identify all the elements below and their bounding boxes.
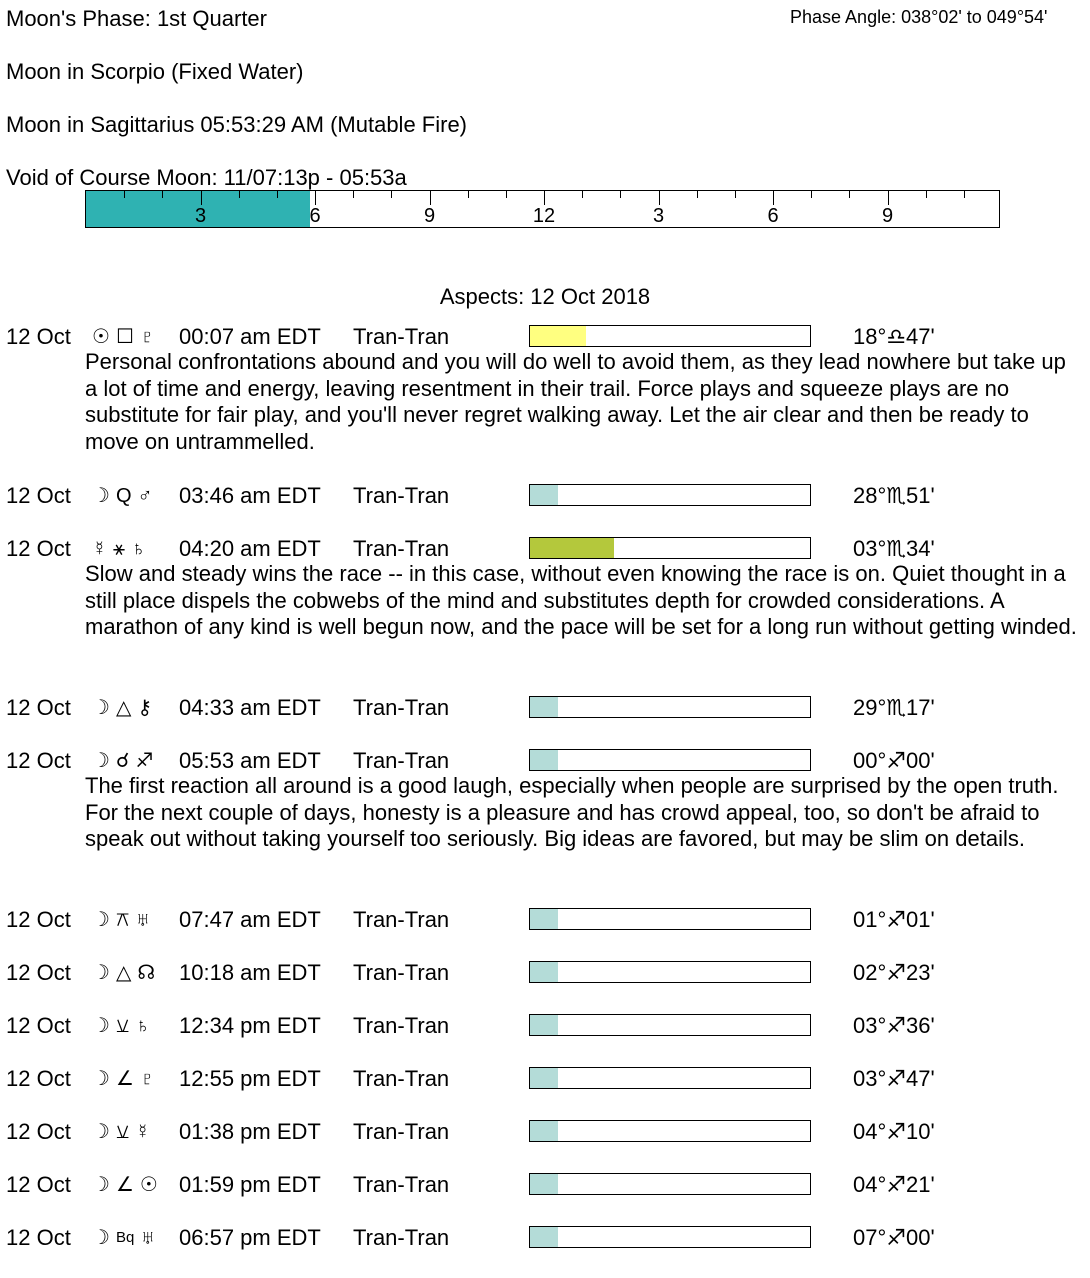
- aspects-heading: Aspects: 12 Oct 2018: [439, 284, 651, 309]
- strength-bar-fill: [530, 1068, 558, 1088]
- timeline-tick: [468, 191, 469, 198]
- aspect-glyphs: [92, 536, 174, 562]
- aspect-row: [0, 483, 1090, 509]
- moon-sign: Moon in Scorpio (Fixed Water): [6, 59, 304, 84]
- timeline-tick: [582, 191, 583, 198]
- aspect-type: Tran-Tran: [353, 536, 450, 561]
- aspect-position: 04°♐21': [853, 1172, 935, 1197]
- aspect-glyph-icon: ⚻: [115, 909, 130, 931]
- aspect-glyphs: [92, 1172, 174, 1198]
- timeline-tick: [620, 191, 621, 198]
- aspect-type: Tran-Tran: [353, 1066, 450, 1091]
- strength-bar: [529, 1226, 811, 1248]
- aspect-glyphs: [92, 695, 174, 721]
- strength-bar: [529, 1120, 811, 1142]
- aspect-type: Tran-Tran: [353, 1225, 450, 1250]
- strength-bar-fill: [530, 962, 558, 982]
- aspect-row: [0, 1119, 1090, 1145]
- planet-1-glyph-icon: ☽: [92, 1227, 110, 1249]
- timeline-tick: [277, 191, 278, 198]
- strength-bar: [529, 325, 811, 347]
- timeline-tick: [697, 191, 698, 198]
- aspect-date: 12 Oct: [6, 536, 71, 561]
- void-of-course-timeline: [85, 190, 1000, 228]
- planet-2-glyph-icon: ♅: [140, 1227, 156, 1249]
- aspect-glyphs: [92, 483, 174, 509]
- planet-1-glyph-icon: ☽: [92, 1121, 110, 1143]
- aspect-glyph-icon: △: [115, 962, 132, 984]
- timeline-tick: [659, 191, 660, 205]
- aspect-position: 18°♎47': [853, 324, 935, 349]
- aspect-time: 03:46 am EDT: [179, 483, 321, 508]
- aspect-row: [0, 960, 1090, 986]
- strength-bar: [529, 1014, 811, 1036]
- planet-1-glyph-icon: ☉: [92, 326, 110, 348]
- timeline-tick: [926, 191, 927, 198]
- aspect-row: [0, 536, 1090, 562]
- aspect-glyphs: [92, 1119, 174, 1145]
- strength-bar-fill: [530, 1227, 558, 1247]
- aspect-time: 12:55 pm EDT: [179, 1066, 321, 1091]
- aspect-date: 12 Oct: [6, 483, 71, 508]
- strength-bar-fill: [530, 697, 558, 717]
- strength-bar-fill: [530, 909, 558, 929]
- timeline-tick: [124, 191, 125, 198]
- aspect-glyphs: [92, 907, 174, 933]
- aspect-date: 12 Oct: [6, 907, 71, 932]
- strength-bar-fill: [530, 326, 586, 346]
- aspect-row: [0, 1225, 1090, 1251]
- planet-2-glyph-icon: ♂: [137, 485, 153, 507]
- timeline-tick: [162, 191, 163, 198]
- aspect-description: The first reaction all around is a good laugh, especially when people are surprised by the open truth. For the next couple of days, honesty is a pleasure and has crowd appeal, too, so don't be afraid to speak out without taking yourself too seriously. Big ideas are favored, but may be slim on details.: [85, 773, 1059, 851]
- strength-bar-fill: [530, 1174, 558, 1194]
- planet-1-glyph-icon: ☿: [92, 538, 107, 560]
- timeline-hour-label: 3: [652, 205, 665, 227]
- timeline-hour-label: 12: [532, 205, 556, 227]
- strength-bar-fill: [530, 1121, 558, 1141]
- phase-angle: Phase Angle: 038°02' to 049°54': [790, 7, 1048, 27]
- aspect-glyph-icon: ∠: [115, 1174, 134, 1196]
- aspect-date: 12 Oct: [6, 1225, 71, 1250]
- aspect-row: [0, 1172, 1090, 1198]
- aspect-glyph-icon: △: [115, 697, 132, 719]
- aspect-position: 03°♐36': [853, 1013, 935, 1038]
- aspect-glyph-icon: ☌: [115, 750, 130, 772]
- planet-2-glyph-icon: ♅: [135, 909, 151, 931]
- strength-bar: [529, 1067, 811, 1089]
- strength-bar-fill: [530, 485, 558, 505]
- strength-bar: [529, 1173, 811, 1195]
- aspect-glyphs: [92, 748, 174, 774]
- strength-bar: [529, 961, 811, 983]
- planet-2-glyph-icon: ♇: [139, 1068, 155, 1090]
- timeline-hour-label: 3: [194, 205, 207, 227]
- aspect-time: 07:47 am EDT: [179, 907, 321, 932]
- aspect-glyph-icon: Bq: [115, 1229, 135, 1246]
- aspect-type: Tran-Tran: [353, 907, 450, 932]
- aspect-date: 12 Oct: [6, 1013, 71, 1038]
- moon-phase: Moon's Phase: 1st Quarter: [6, 6, 267, 31]
- aspect-glyph-icon: ⚹: [113, 538, 125, 560]
- aspect-position: 03°♐47': [853, 1066, 935, 1091]
- strength-bar: [529, 484, 811, 506]
- aspect-position: 03°♏34': [853, 536, 935, 561]
- aspect-type: Tran-Tran: [353, 1172, 450, 1197]
- aspect-type: Tran-Tran: [353, 483, 450, 508]
- aspect-date: 12 Oct: [6, 1119, 71, 1144]
- planet-2-glyph-icon: ♐: [135, 750, 154, 772]
- planet-1-glyph-icon: ☽: [92, 1015, 110, 1037]
- planet-2-glyph-icon: ⚷: [137, 697, 152, 719]
- aspect-time: 04:33 am EDT: [179, 695, 321, 720]
- planet-2-glyph-icon: ♇: [139, 326, 155, 348]
- aspect-time: 05:53 am EDT: [179, 748, 321, 773]
- timeline-tick: [353, 191, 354, 198]
- timeline-hour-label: 9: [423, 205, 436, 227]
- aspect-description: Personal confrontations abound and you will do well to avoid them, as they lead nowhere but take up a lot of time and energy, leaving resentment in their trail. Force plays and squeeze plays are no substitute for fair play, and you'll never regret walking away. Let the air clear and then be ready to move on untrammelled.: [85, 349, 1066, 454]
- aspect-glyphs: [92, 1013, 174, 1039]
- strength-bar: [529, 749, 811, 771]
- aspect-position: 28°♏51': [853, 483, 935, 508]
- aspect-type: Tran-Tran: [353, 1119, 450, 1144]
- aspect-position: 04°♐10': [853, 1119, 935, 1144]
- aspect-row: [0, 907, 1090, 933]
- planet-1-glyph-icon: ☽: [92, 485, 110, 507]
- aspect-time: 01:59 pm EDT: [179, 1172, 321, 1197]
- planet-2-glyph-icon: ☉: [139, 1174, 158, 1196]
- timeline-tick: [506, 191, 507, 198]
- aspect-type: Tran-Tran: [353, 748, 450, 773]
- timeline-tick: [201, 191, 202, 205]
- aspect-description: Slow and steady wins the race -- in this case, without even knowing the race is on. Quiet thought in a still place dispels the cobwebs of the mind and substitutes depth for crowded considerations. A marathon of any kind is well begun now, and the pace will be set for a long run without getting winded.: [85, 561, 1077, 639]
- aspect-date: 12 Oct: [6, 960, 71, 985]
- timeline-tick: [239, 191, 240, 198]
- aspect-type: Tran-Tran: [353, 1013, 450, 1038]
- aspect-glyphs: [92, 324, 174, 350]
- planet-1-glyph-icon: ☽: [92, 1174, 110, 1196]
- planet-1-glyph-icon: ☽: [92, 697, 110, 719]
- timeline-hour-label: 6: [767, 205, 779, 227]
- aspect-glyph-icon: ⚺: [115, 1121, 130, 1143]
- aspect-position: 01°♐01': [853, 907, 935, 932]
- aspect-position: 29°♏17': [853, 695, 935, 720]
- aspect-date: 12 Oct: [6, 1172, 71, 1197]
- timeline-tick: [811, 191, 812, 198]
- planet-2-glyph-icon: ♄: [131, 538, 146, 560]
- aspect-glyph-icon: ☐: [115, 326, 134, 348]
- timeline-tick: [773, 191, 774, 205]
- aspect-glyph-icon: Q: [115, 485, 132, 507]
- strength-bar-fill: [530, 750, 558, 770]
- aspect-time: 12:34 pm EDT: [179, 1013, 321, 1038]
- aspect-position: 07°♐00': [853, 1225, 935, 1250]
- void-of-course: Void of Course Moon: 11/07:13p - 05:53a: [6, 165, 407, 190]
- aspect-date: 12 Oct: [6, 1066, 71, 1091]
- timeline-tick: [391, 191, 392, 198]
- timeline-tick: [430, 191, 431, 205]
- timeline-tick: [849, 191, 850, 198]
- planet-2-glyph-icon: ☿: [135, 1121, 151, 1143]
- timeline-tick: [735, 191, 736, 198]
- aspect-row: [0, 695, 1090, 721]
- strength-bar: [529, 908, 811, 930]
- planet-2-glyph-icon: ☊: [137, 962, 156, 984]
- timeline-hour-label: 9: [881, 205, 894, 227]
- timeline-tick: [888, 191, 889, 205]
- aspect-row: [0, 324, 1090, 350]
- aspect-time: 04:20 am EDT: [179, 536, 321, 561]
- timeline-tick: [964, 191, 965, 198]
- planet-1-glyph-icon: ☽: [92, 750, 110, 772]
- strength-bar: [529, 696, 811, 718]
- timeline-tick: [315, 191, 316, 205]
- aspect-date: 12 Oct: [6, 695, 71, 720]
- aspect-time: 00:07 am EDT: [179, 324, 321, 349]
- planet-1-glyph-icon: ☽: [92, 1068, 110, 1090]
- aspect-type: Tran-Tran: [353, 324, 450, 349]
- aspect-date: 12 Oct: [6, 748, 71, 773]
- timeline-hour-label: 6: [309, 205, 321, 227]
- aspect-row: [0, 1066, 1090, 1092]
- aspect-position: 00°♐00': [853, 748, 935, 773]
- aspect-glyphs: [92, 1066, 174, 1092]
- aspect-row: [0, 1013, 1090, 1039]
- aspect-time: 10:18 am EDT: [179, 960, 321, 985]
- aspect-time: 01:38 pm EDT: [179, 1119, 321, 1144]
- aspect-type: Tran-Tran: [353, 695, 450, 720]
- strength-bar-fill: [530, 538, 614, 558]
- aspect-position: 02°♐23': [853, 960, 935, 985]
- aspect-glyph-icon: ∠: [115, 1068, 134, 1090]
- timeline-tick: [544, 191, 545, 205]
- planet-1-glyph-icon: ☽: [92, 909, 110, 931]
- aspect-glyphs: [92, 1225, 174, 1251]
- planet-1-glyph-icon: ☽: [92, 962, 110, 984]
- moon-ingress: Moon in Sagittarius 05:53:29 AM (Mutable Fire): [6, 112, 468, 137]
- aspect-date: 12 Oct: [6, 324, 71, 349]
- planet-2-glyph-icon: ♄: [135, 1015, 151, 1037]
- aspect-row: [0, 748, 1090, 774]
- aspect-glyphs: [92, 960, 174, 986]
- aspect-time: 06:57 pm EDT: [179, 1225, 321, 1250]
- aspect-glyph-icon: ⚺: [115, 1015, 130, 1037]
- strength-bar-fill: [530, 1015, 558, 1035]
- strength-bar: [529, 537, 811, 559]
- aspect-type: Tran-Tran: [353, 960, 450, 985]
